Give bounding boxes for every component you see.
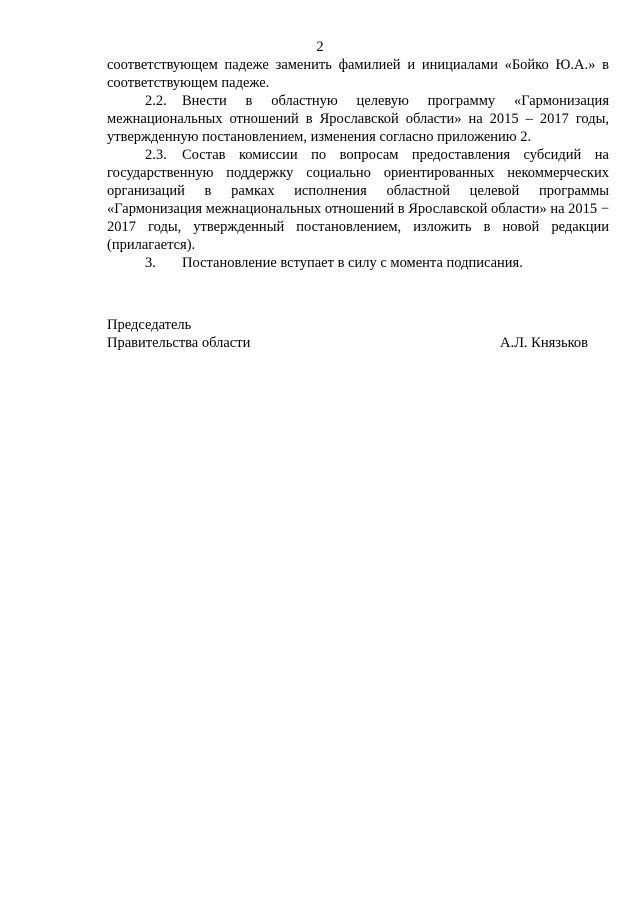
paragraph-text: Состав комиссии по вопросам предоставления субсидий на государственную поддержку социально ориентированных некоммерческих организаций в рамках исполнения областной целевой программы «Гармонизация межнациональных отношений в Ярославской области» на 2015 − 2017 годы, утвержденный постановлением, изложить в новой редакции (прилагается). [107,147,609,253]
signatory-position-line2: Правительства области [107,335,251,351]
paragraph-number: 3. [145,255,156,271]
paragraph-2-2 [107,92,609,146]
signature-block [107,316,588,352]
paragraph-number: 2.3. [145,147,167,163]
paragraph-number: 2.2. [145,93,167,109]
paragraph-text: Внести в областную целевую программу «Гармонизация межнациональных отношений в Ярославской области» на 2015 – 2017 годы, утвержденную постановлением, изменения согласно приложению 2. [107,93,609,145]
paragraph-text: Постановление вступает в силу с момента подписания. [182,255,523,271]
paragraph-text: соответствующем падеже заменить фамилией и инициалами «Бойко Ю.А.» в соответствующем падеже. [107,57,609,91]
page-number: 2 [316,39,324,55]
signatory-position-line1: Председатель [107,317,192,333]
signatory-name: А.Л. Князьков [499,335,588,351]
paragraph-2-3 [107,146,609,254]
paragraph-continuation [107,56,609,92]
document-body [107,56,609,272]
signature-line [107,334,588,352]
paragraph-3 [107,254,609,272]
